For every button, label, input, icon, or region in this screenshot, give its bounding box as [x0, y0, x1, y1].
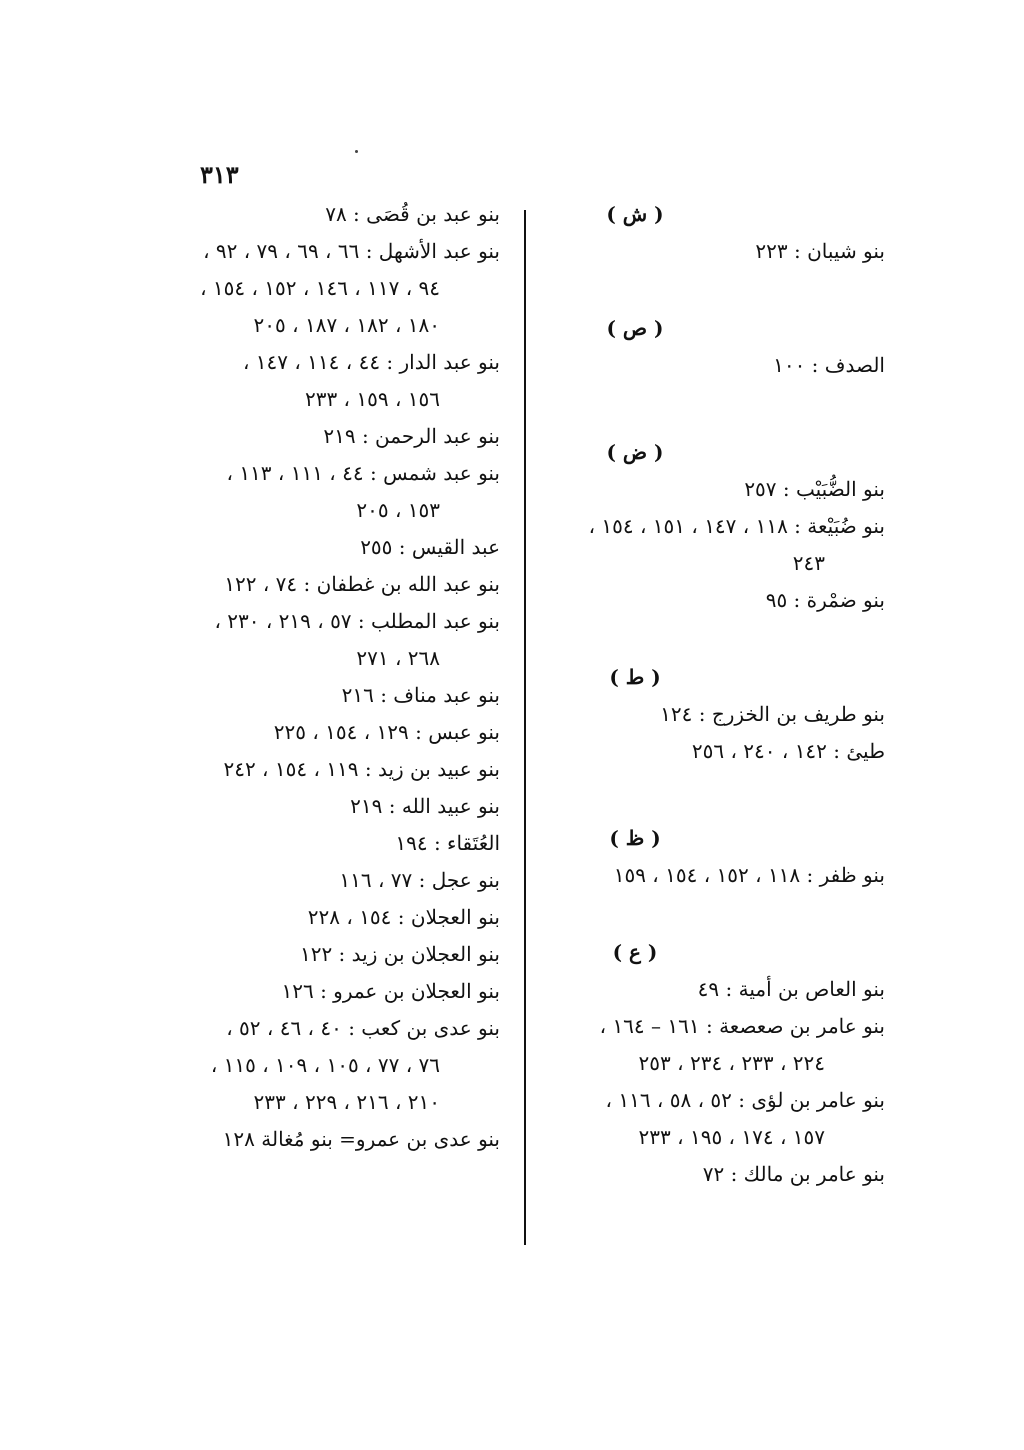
index-entry-continuation: ١٥٣ ، ٢٠٥ — [356, 498, 440, 522]
index-entry: بنو العجلان : ١٥٤ ، ٢٢٨ — [307, 905, 500, 929]
section-spacer — [545, 894, 885, 934]
index-entry-continuation: ١٨٠ ، ١٨٢ ، ١٨٧ ، ٢٠٥ — [253, 313, 440, 337]
index-entry: بنو عدى بن عمرو= بنو مُغالة ١٢٨ — [222, 1127, 500, 1151]
index-entry-continuation: ١٥٦ ، ١٥٩ ، ٢٣٣ — [304, 387, 440, 411]
index-entry-continuation: ٩٤ ، ١١٧ ، ١٤٦ ، ١٥٢ ، ١٥٤ ، — [200, 276, 440, 300]
index-entry-continuation: ٢٦٨ ، ٢٧١ — [356, 646, 440, 670]
index-entry: بنو عامر بن مالك : ٧٢ — [702, 1162, 885, 1186]
index-entry: بنو عبيد الله : ٢١٩ — [350, 794, 500, 818]
index-entry: بنو عبد الأشهل : ٦٦ ، ٦٩ ، ٧٩ ، ٩٢ ، — [203, 239, 500, 263]
letter-heading: ( ط ) — [609, 665, 661, 689]
index-entry: بنو عبيد بن زيد : ١١٩ ، ١٥٤ ، ٢٤٢ — [223, 757, 500, 781]
index-entry: بنو عبد شمس : ٤٤ ، ١١١ ، ١١٣ ، — [226, 461, 500, 485]
index-entry: بنو عبد المطلب : ٥٧ ، ٢١٩ ، ٢٣٠ ، — [214, 609, 500, 633]
letter-heading: ( ص ) — [606, 316, 664, 340]
section-spacer — [545, 770, 885, 820]
section-spacer — [545, 270, 885, 310]
index-entry: بنو الضُّبَيْب : ٢٥٧ — [744, 477, 885, 501]
index-entry: العُتَقاء : ١٩٤ — [395, 831, 500, 855]
index-entry: بنو ظفر : ١١٨ ، ١٥٢ ، ١٥٤ ، ١٥٩ — [613, 863, 885, 887]
index-entry: بنو العجلان بن عمرو : ١٢٦ — [281, 979, 500, 1003]
left-column — [160, 196, 500, 1158]
letter-heading: ( ش ) — [606, 202, 664, 226]
index-entry: بنو عدى بن كعب : ٤٠ ، ٤٦ ، ٥٢ ، — [226, 1016, 500, 1040]
index-entry-continuation: ٢٤٣ — [792, 551, 825, 575]
index-entry-continuation: ٢١٠ ، ٢١٦ ، ٢٢٩ ، ٢٣٣ — [253, 1090, 440, 1114]
index-entry: الصدف : ١٠٠ — [773, 353, 885, 377]
index-entry-continuation: ٢٢٤ ، ٢٣٣ ، ٢٣٤ ، ٢٥٣ — [638, 1051, 825, 1075]
index-entry: بنو عبد الدار : ٤٤ ، ١١٤ ، ١٤٧ ، — [242, 350, 500, 374]
column-divider — [524, 210, 526, 1245]
index-entry: بنو عبد الله بن غطفان : ٧٤ ، ١٢٢ — [224, 572, 500, 596]
index-entry-continuation: ٧٦ ، ٧٧ ، ١٠٥ ، ١٠٩ ، ١١٥ ، — [210, 1053, 440, 1077]
letter-heading: ( ظ ) — [609, 826, 661, 850]
index-entry: بنو عبس : ١٢٩ ، ١٥٤ ، ٢٢٥ — [273, 720, 500, 744]
index-entry: بنو العجلان بن زيد : ١٢٢ — [299, 942, 500, 966]
index-entry: بنو عجل : ٧٧ ، ١١٦ — [339, 868, 500, 892]
index-entry: طيئ : ١٤٢ ، ٢٤٠ ، ٢٥٦ — [691, 739, 885, 763]
index-entry: بنو عامر بن صعصعة : ١٦١ – ١٦٤ ، — [599, 1014, 885, 1038]
index-entry: بنو ضمْرة : ٩٥ — [765, 588, 885, 612]
index-entry: بنو عبد الرحمن : ٢١٩ — [323, 424, 500, 448]
right-column — [545, 196, 885, 1193]
index-entry: بنو عامر بن لؤى : ٥٢ ، ٥٨ ، ١١٦ ، — [605, 1088, 885, 1112]
scan-speck — [355, 150, 358, 153]
index-entry: بنو العاص بن أمية : ٤٩ — [697, 977, 885, 1001]
letter-heading: ( ع ) — [612, 940, 658, 964]
index-entry: بنو عبد بن قُصَى : ٧٨ — [325, 202, 500, 226]
index-entry: بنو شيبان : ٢٢٣ — [755, 239, 885, 263]
section-spacer — [545, 619, 885, 659]
index-entry: بنو عبد مناف : ٢١٦ — [341, 683, 500, 707]
letter-heading: ( ض ) — [606, 440, 664, 464]
index-entry: بنو ضُبَيْعة : ١١٨ ، ١٤٧ ، ١٥١ ، ١٥٤ ، — [588, 514, 885, 538]
index-entry: بنو طريف بن الخزرج : ١٢٤ — [660, 702, 885, 726]
section-spacer — [545, 384, 885, 434]
index-entry-continuation: ١٥٧ ، ١٧٤ ، ١٩٥ ، ٢٣٣ — [638, 1125, 825, 1149]
index-entry: عبد القيس : ٢٥٥ — [360, 535, 500, 559]
page-number: ٣١٣ — [200, 160, 239, 189]
